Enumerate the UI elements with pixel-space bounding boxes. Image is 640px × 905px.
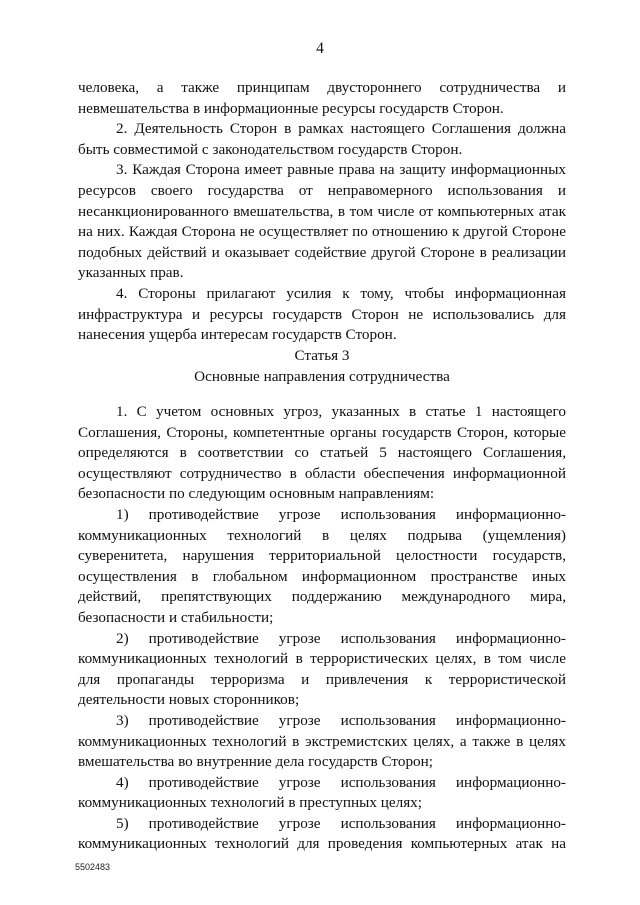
section-article-3 xyxy=(78,402,566,855)
item-1: 1) противодействие угрозе использования информационно-коммуникационных технологий в целях подрыва (ущемления) суверенитета, нарушения территориальной целостности государств, осуществления в глобальном информационном пространстве иных действий, препятствующих поддержанию международного мира, безопасности и стабильности; xyxy=(78,505,566,626)
clause-1: 1. С учетом основных угроз, указанных в статье 1 настоящего Соглашения, Стороны, компетентные органы государств Сторон, которые определяются в соответствии со статьей 5 настоящего Соглашения, осуществляют сотрудничество в области обеспечения информационной безопасности по следующим основным направлениям: xyxy=(78,403,566,503)
item-3: 3) противодействие угрозе использования информационно-коммуникационных технологий в экстремистских целях, а также в целях вмешательства во внутренние дела государств Сторон; xyxy=(78,711,566,771)
paragraph-continuation: человека, а также принципам двустороннего сотрудничества и невмешательства в информационные ресурсы государств Сторон. xyxy=(78,79,566,117)
paragraph-2: 2. Деятельность Сторон в рамках настоящего Соглашения должна быть совместимой с законодательством государств Сторон. xyxy=(78,120,566,158)
article-title: Основные направления сотрудничества xyxy=(194,367,450,385)
section-top xyxy=(78,78,566,346)
article-heading xyxy=(78,346,566,387)
footer-code: 5502483 xyxy=(75,862,111,872)
item-5: 5) противодействие угрозе использования информационно-коммуникационных технологий для проведения компьютерных атак на xyxy=(78,814,566,853)
article-number: Статья 3 xyxy=(294,347,350,364)
page-number: 4 xyxy=(316,40,324,57)
item-2: 2) противодействие угрозе использования информационно-коммуникационных технологий в террористических целях, в том числе для пропаганды терроризма и привлечения к террористической деятельности новых сторонников; xyxy=(78,629,566,709)
paragraph-4: 4. Стороны прилагают усилия к тому, чтобы информационная инфраструктура и ресурсы государств Сторон не использовались для нанесения ущерба интересам государств Сторон. xyxy=(78,284,566,344)
paragraph-3: 3. Каждая Сторона имеет равные права на защиту информационных ресурсов своего государства от неправомерного использования и несанкционированного вмешательства, в том числе от компьютерных атак на них. Каждая Сторона не осуществляет по отношению к другой Стороне подобных действий и оказывает содействие другой Стороне в реализации указанных прав. xyxy=(78,161,566,282)
item-4: 4) противодействие угрозе использования информационно-коммуникационных технологий в преступных целях; xyxy=(78,773,566,812)
